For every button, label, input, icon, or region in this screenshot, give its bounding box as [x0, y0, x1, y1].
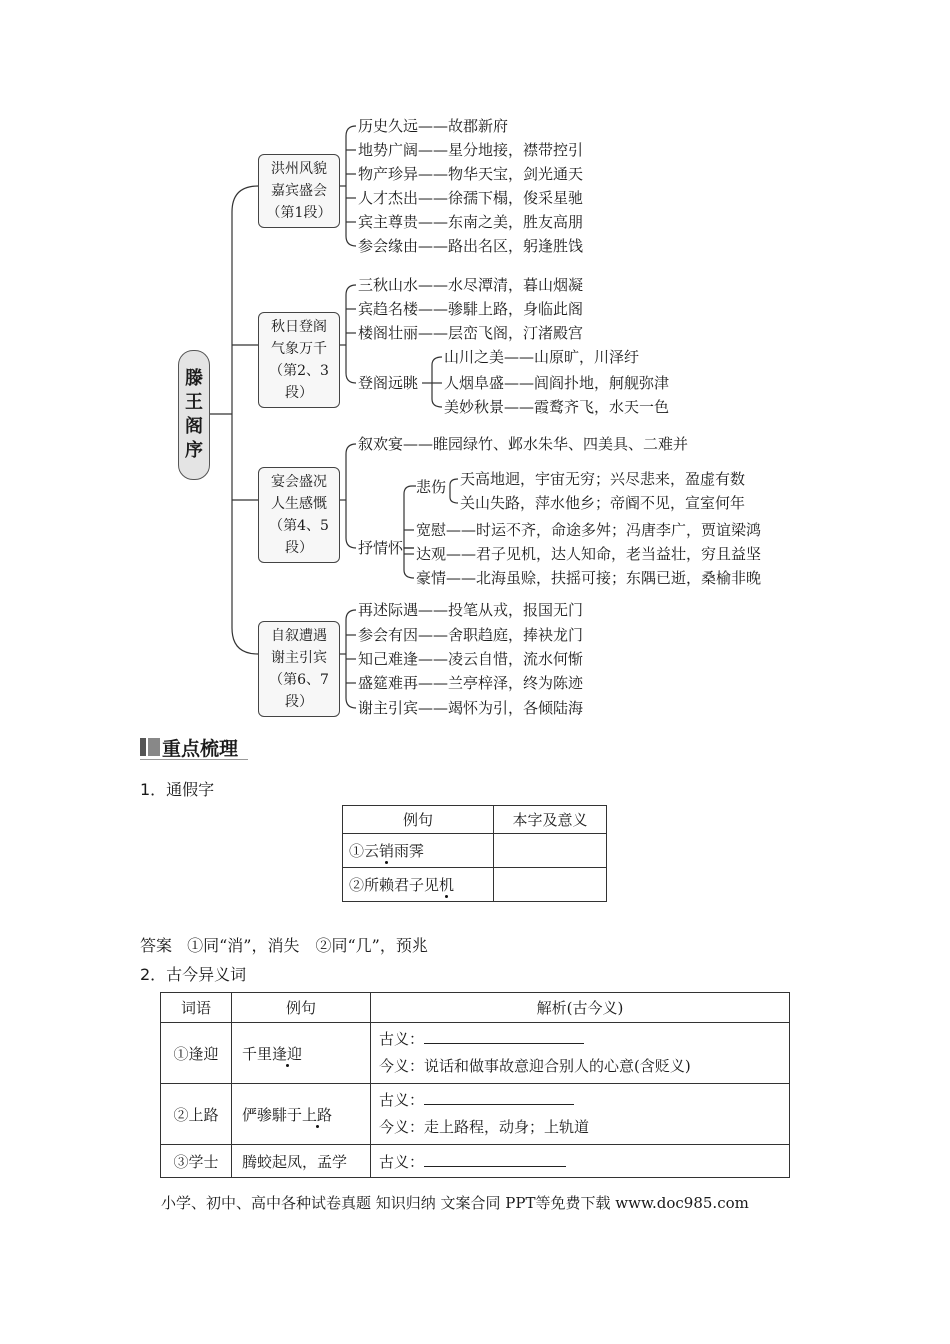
mindmap-leaf: 参会有因——舍职趋庭，捧袂龙门	[358, 626, 584, 644]
modern-meaning: 走上路程，动身；上轨道	[424, 1118, 590, 1136]
analysis-cell	[371, 1145, 790, 1178]
word-cell: ②上路	[161, 1084, 232, 1145]
answer-line	[140, 933, 428, 956]
tongjia-table	[342, 805, 607, 902]
word-cell: ①逢迎	[161, 1023, 232, 1084]
table-row	[161, 1145, 790, 1178]
example-cell: 千里逢迎	[232, 1023, 371, 1084]
section-heading	[140, 733, 248, 760]
mindmap-leaf: 叙欢宴——睢园绿竹、邺水朱华、四美具、二难并	[358, 435, 689, 453]
mindmap-leaf: 三秋山水——水尽潭清，暮山烟凝	[358, 276, 584, 294]
heading-marker-icon	[148, 738, 160, 756]
example-cell: 俨骖騑于上路	[232, 1084, 371, 1145]
ancient-label: 古义：	[379, 1152, 425, 1171]
modern-meaning: 说话和做事故意迎合别人的心意(含贬义)	[424, 1057, 691, 1075]
answer-text: ①同“消”，消失 ②同“几”，预兆	[187, 936, 428, 955]
emphasis-char: 销	[379, 842, 395, 860]
ancient-blank[interactable]	[424, 1029, 584, 1044]
section-2-title: 2．古今异义词	[140, 965, 247, 984]
ancient-label: 古义：	[379, 1030, 425, 1048]
branch-1-line-1: 洪州风貌	[271, 161, 327, 177]
emphasis-char: 逢迎	[272, 1044, 303, 1063]
mindmap-leaf: 地势广阔——星分地接，襟带控引	[358, 141, 584, 159]
heading-marker-icon	[140, 738, 146, 756]
table-header: 词语	[161, 993, 232, 1023]
table-header: 解析(古今义)	[371, 993, 790, 1023]
mindmap-sub-leaf: 人烟阜盛——闾阎扑地，舸舰弥津	[444, 374, 670, 392]
example-cell: 腾蛟起凤，孟学	[232, 1145, 371, 1178]
branch-3-line-1: 宴会盛况	[271, 474, 327, 490]
table-header: 例句	[232, 993, 371, 1023]
table-header: 本字及意义	[494, 806, 607, 834]
mindmap-leaf: 盛筵难再——兰亭梓泽，终为陈迹	[358, 674, 584, 692]
mindmap-leaf: 再述际遇——投笔从戎，报国无门	[358, 601, 584, 619]
branch-3-line-2: 人生感慨	[271, 496, 327, 512]
mindmap-leaf: 宾趋名楼——骖騑上路，身临此阁	[358, 300, 584, 318]
mindmap-leaf: 物产珍异——物华天宝，剑光通天	[358, 165, 584, 183]
example-cell: ①云销雨霁	[343, 834, 494, 868]
analysis-cell	[371, 1084, 790, 1145]
example-cell: ②所赖君子见机	[343, 868, 494, 902]
branch-2-line-1: 秋日登阁	[271, 319, 327, 335]
mindmap-sub-sub-label: 悲伤	[416, 478, 447, 496]
answer-label: 答案	[140, 936, 173, 955]
section-1-title: 1．通假字	[140, 780, 215, 799]
branch-1-line-3: （第1段）	[266, 205, 332, 221]
branch-node-2	[258, 312, 340, 408]
emphasis-char: 机	[439, 876, 455, 894]
analysis-cell	[371, 1023, 790, 1084]
branch-4-line-2: 谢主引宾	[271, 650, 327, 666]
mindmap-sub-leaf: 美妙秋景——霞鹜齐飞，水天一色	[444, 398, 670, 416]
root-title-char: 阁	[185, 416, 203, 437]
mindmap-leaf: 历史久远——故郡新府	[358, 117, 509, 135]
gujin-table	[160, 992, 790, 1178]
mindmap-leaf: 宾主尊贵——东南之美，胜友高朋	[358, 213, 584, 231]
root-title-char: 王	[185, 392, 203, 413]
table-header: 例句	[343, 806, 494, 834]
ancient-blank[interactable]	[424, 1090, 574, 1105]
heading-text: 重点梳理	[162, 738, 239, 760]
root-title-char: 滕	[185, 368, 203, 389]
mindmap-root	[178, 350, 210, 480]
table-row	[343, 834, 607, 868]
branch-node-4	[258, 621, 340, 717]
mindmap-leaf: 人才杰出——徐孺下榻，俊采星驰	[358, 189, 584, 207]
mindmap-sub-leaf: 山川之美——山原旷，川泽纡	[444, 348, 640, 366]
ancient-blank[interactable]	[424, 1152, 566, 1167]
branch-3-line-3: （第4、5段）	[269, 518, 329, 556]
branch-node-3	[258, 467, 340, 563]
mindmap-leaf: 谢主引宾——竭怀为引，各倾陆海	[358, 699, 584, 717]
emphasis-char: 上路	[302, 1105, 333, 1124]
mindmap-sub-leaf: 达观——君子见机，达人知命，老当益壮，穷且益坚	[416, 545, 762, 563]
mindmap-leaf: 参会缘由——路出名区，躬逢胜饯	[358, 237, 584, 255]
answer-cell[interactable]	[494, 868, 607, 902]
branch-1-line-2: 嘉宾盛会	[271, 183, 327, 199]
answer-cell[interactable]	[494, 834, 607, 868]
table-row	[161, 1023, 790, 1084]
ancient-label: 古义：	[379, 1091, 425, 1109]
mindmap-leaf: 楼阁壮丽——层峦飞阁，汀渚殿宫	[358, 324, 584, 342]
page-footer: 小学、初中、高中各种试卷真题 知识归纳 文案合同 PPT等免费下载 www.doc985.com	[161, 1194, 749, 1212]
mindmap-sub-label: 抒情怀	[358, 539, 404, 557]
mindmap-sub-label: 登阁远眺	[358, 374, 419, 392]
mindmap-leaf: 知己难逢——凌云自惜，流水何惭	[358, 650, 584, 668]
table-row	[161, 1084, 790, 1145]
branch-4-line-1: 自叙遭遇	[271, 628, 327, 644]
mindmap-sub-sub-leaf: 天高地迥，宇宙无穷；兴尽悲来，盈虚有数	[460, 470, 746, 488]
table-row	[343, 868, 607, 902]
mindmap-sub-leaf: 宽慰——时运不齐，命途多舛；冯唐李广，贾谊梁鸿	[416, 521, 762, 539]
branch-2-line-3: （第2、3段）	[269, 363, 329, 401]
word-cell: ③学士	[161, 1145, 232, 1178]
modern-label: 今义：	[379, 1118, 425, 1136]
mindmap-sub-leaf: 豪情——北海虽赊，扶摇可接；东隅已逝，桑榆非晚	[416, 569, 762, 587]
root-title-char: 序	[185, 440, 203, 461]
mindmap-sub-sub-leaf: 关山失路，萍水他乡；帝阍不见，宣室何年	[460, 494, 746, 512]
modern-label: 今义：	[379, 1057, 425, 1075]
branch-node-1	[258, 154, 340, 228]
branch-2-line-2: 气象万千	[271, 341, 327, 357]
branch-4-line-3: （第6、7段）	[269, 672, 329, 710]
